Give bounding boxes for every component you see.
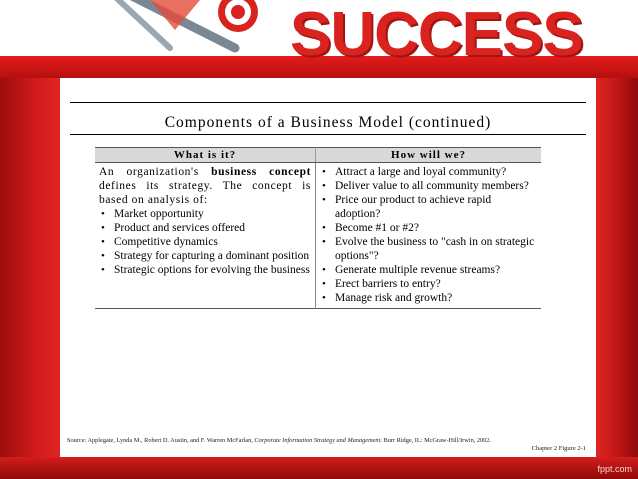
- list-item: [320, 263, 537, 277]
- list-item-text: Strategy for capturing a dominant position: [114, 250, 310, 262]
- list-item-text: Market opportunity: [114, 208, 204, 220]
- frame-left: [0, 78, 60, 479]
- bullet-icon: •: [101, 236, 105, 248]
- bullet-icon: •: [101, 250, 105, 262]
- list-item: [320, 193, 537, 221]
- list-item-text: Attract a large and loyal community?: [335, 166, 507, 178]
- slide-content: [60, 84, 596, 457]
- bullet-icon: •: [322, 236, 326, 248]
- list-item: [320, 179, 537, 193]
- business-concept-text: [99, 165, 311, 207]
- bullet-icon: •: [322, 166, 326, 178]
- title-divider: [70, 134, 586, 135]
- header-banner: [0, 0, 638, 78]
- bullet-icon: •: [322, 194, 326, 206]
- concept-intro: An organization's: [99, 166, 212, 178]
- list-item: [320, 291, 537, 305]
- source-prefix: Source: Applegate, Lynda M., Robert D. Austin, and F. Warren McFarlan,: [67, 437, 255, 444]
- frame-right: [596, 78, 638, 479]
- table-row: [95, 163, 541, 309]
- header-how-will-we: How will we?: [316, 148, 542, 163]
- frame-bottom: [0, 457, 638, 479]
- watermark-text: fppt.com: [597, 464, 632, 474]
- bullet-icon: •: [101, 222, 105, 234]
- right-bullet-list: [320, 165, 537, 305]
- success-heading: SUCCESS: [290, 0, 583, 69]
- bullet-icon: •: [322, 292, 326, 304]
- list-item-text: Product and services offered: [114, 222, 246, 234]
- list-item: [99, 221, 311, 235]
- source-book-title: Corporate Information Strategy and Management: [254, 437, 381, 444]
- left-bullet-list: [99, 207, 311, 277]
- figure-reference: Chapter 2 Figure 2-1: [531, 445, 586, 452]
- list-item-text: Become #1 or #2?: [335, 222, 419, 234]
- list-item: [99, 263, 311, 277]
- business-model-table: [95, 147, 541, 309]
- list-item: [99, 207, 311, 221]
- concept-bold: business concept: [211, 166, 311, 178]
- list-item: [99, 249, 311, 263]
- how-will-we-cell: [316, 163, 542, 309]
- bullet-icon: •: [322, 222, 326, 234]
- bullet-icon: •: [322, 278, 326, 290]
- bullet-icon: •: [101, 208, 105, 220]
- slide-title: Components of a Business Model (continued): [164, 114, 492, 131]
- source-citation: [67, 436, 497, 445]
- bullet-icon: •: [322, 264, 326, 276]
- header-what-is-it: What is it?: [95, 148, 316, 163]
- top-divider: [70, 102, 586, 103]
- bullet-icon: •: [322, 180, 326, 192]
- list-item-text: Price our product to achieve rapid adoption?: [335, 194, 492, 220]
- list-item-text: Erect barriers to entry?: [335, 278, 441, 290]
- list-item: [320, 221, 537, 235]
- concept-rest: defines its strategy. The concept is based on analysis of:: [99, 180, 311, 206]
- list-item-text: Competitive dynamics: [114, 236, 218, 248]
- what-is-it-cell: [95, 163, 316, 309]
- list-item: [320, 235, 537, 263]
- list-item-text: Evolve the business to "cash in on strategic options"?: [335, 236, 535, 262]
- list-item: [320, 277, 537, 291]
- list-item-text: Deliver value to all community members?: [335, 180, 529, 192]
- bullet-icon: •: [101, 264, 105, 276]
- list-item: [99, 235, 311, 249]
- source-suffix: . Burr Ridge, IL: McGraw-Hill/Irwin, 2002.: [380, 437, 492, 444]
- list-item: [320, 165, 537, 179]
- list-item-text: Strategic options for evolving the business: [114, 264, 310, 276]
- list-item-text: Generate multiple revenue streams?: [335, 264, 501, 276]
- list-item-text: Manage risk and growth?: [335, 292, 453, 304]
- table-header-row: [95, 148, 541, 163]
